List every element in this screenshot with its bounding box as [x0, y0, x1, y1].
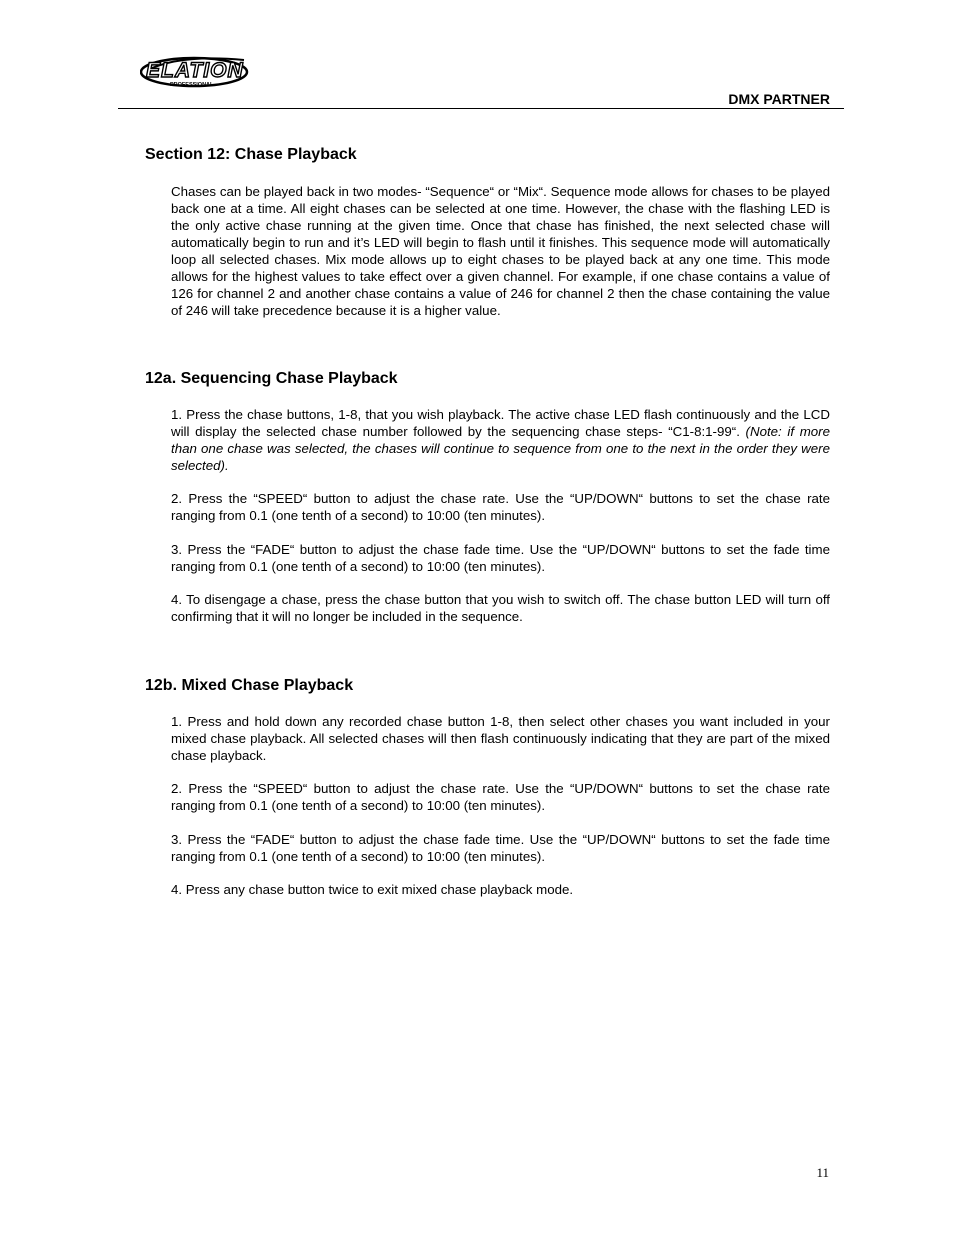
section-12b-heading: 12b. Mixed Chase Playback	[145, 677, 354, 694]
section-12a-step-1-text: 1. Press the chase buttons, 1-8, that you wish playback. The active chase LED flash continuously and the LCD will display the selected chase number followed by the sequencing chase steps- “C1-8:1-99“.	[171, 407, 830, 439]
header-title: DMX PARTNER	[728, 91, 830, 107]
section-12a-step-1-note: (Note: if more than one chase was selected, the chases will continue to sequence from one to the next in the order they were selected).	[171, 424, 830, 473]
page-number: 11	[816, 1165, 829, 1180]
logo-subtext: PROFESSIONAL	[170, 82, 214, 88]
section-12a-step-4: 4. To disengage a chase, press the chase button that you wish to switch off. The chase button LED will turn off confirming that it will no longer be included in the sequence.	[171, 592, 830, 624]
section-12a-heading: 12a. Sequencing Chase Playback	[145, 370, 398, 387]
section-12b-step-4: 4. Press any chase button twice to exit mixed chase playback mode.	[171, 882, 574, 897]
section-12-body: Chases can be played back in two modes- “Sequence“ or “Mix“. Sequence mode allows for chases to be played back one at a time. All eight chases can be selected at one time. However, the chase with the flashing LED is the only active chase running at the given time. Once that chase has finished, the next selected chase will automatically begin to run and it’s LED will begin to flash until it finishes. This sequence mode will automatically loop all selected chases. Mix mode allows up to eight chases to be played back at any one time. This mode allows for the highest values to take effect over a given channel. For example, if one chase contains a value of 126 for channel 2 and another chase contains a value of 246 for channel 2 then the chase containing the value of 246 will take precedence because it is a higher value.	[171, 184, 830, 318]
logo-wordmark: ELATION	[146, 59, 244, 82]
header-rule	[118, 108, 844, 109]
section-12a-step-1	[171, 406, 830, 474]
section-12b-step-2: 2. Press the “SPEED“ button to adjust the chase rate. Use the “UP/DOWN“ buttons to set the chase rate ranging from 0.1 (one tenth of a second) to 10:00 (ten minutes).	[171, 781, 830, 813]
section-12a-step-2: 2. Press the “SPEED“ button to adjust the chase rate. Use the “UP/DOWN“ buttons to set the chase rate ranging from 0.1 (one tenth of a second) to 10:00 (ten minutes).	[171, 491, 830, 523]
elation-logo	[140, 50, 252, 90]
section-12-heading: Section 12: Chase Playback	[145, 146, 357, 163]
section-12a-step-3: 3. Press the “FADE“ button to adjust the chase fade time. Use the “UP/DOWN“ buttons to set the fade time ranging from 0.1 (one tenth of a second) to 10:00 (ten minutes).	[171, 542, 830, 574]
section-12b-step-1: 1. Press and hold down any recorded chase button 1-8, then select other chases you want included in your mixed chase playback. All selected chases will then flash continuously indicating that they are part of the mixed chase playback.	[171, 714, 830, 763]
section-12b-step-3: 3. Press the “FADE“ button to adjust the chase fade time. Use the “UP/DOWN“ buttons to set the fade time ranging from 0.1 (one tenth of a second) to 10:00 (ten minutes).	[171, 832, 830, 864]
